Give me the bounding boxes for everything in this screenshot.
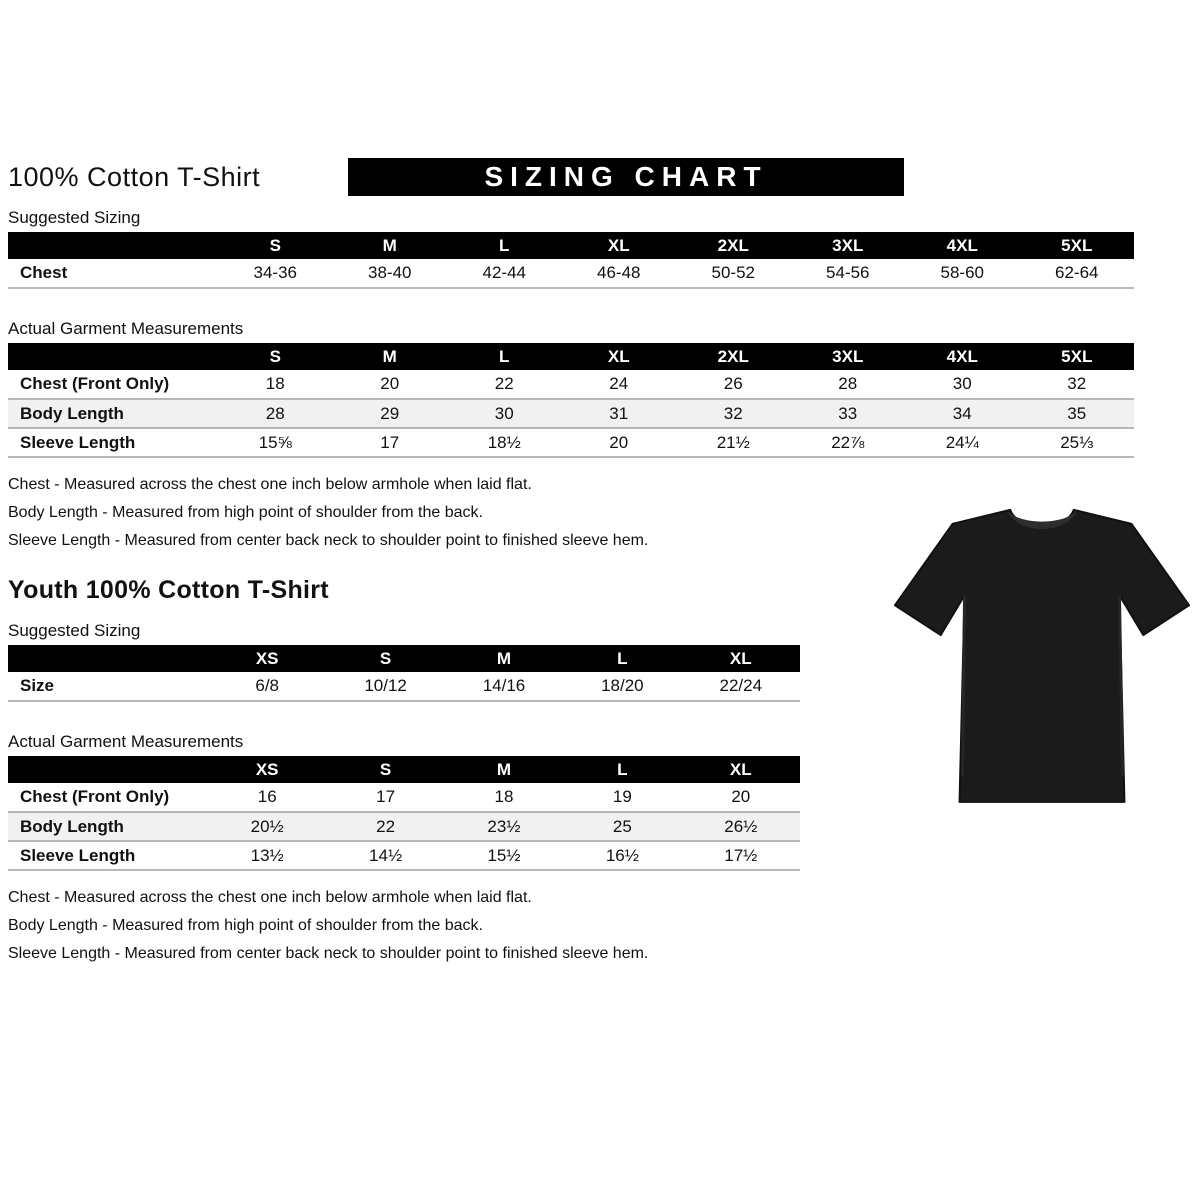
size-column-header: XL [682,756,800,783]
size-column-header: 4XL [905,232,1020,259]
size-column-header: S [326,756,444,783]
measurement-cell: 19 [612,787,632,806]
measurement-cell: 24 [609,374,629,393]
measurement-cell: 20½ [250,816,284,836]
measurement-cell: 15½ [487,845,521,865]
size-column-header: M [445,756,563,783]
measurement-cell: 20 [380,374,400,393]
youth-title: Youth 100% Cotton T-Shirt [8,576,329,604]
row-label: Size [20,676,55,695]
size-column-header: XL [562,343,677,370]
table-row [8,399,1134,428]
measurement-cell: 58-60 [940,263,984,282]
table-row [8,259,1134,288]
measurement-cell: 22⅞ [831,432,865,452]
measurement-cell: 25 [612,816,632,836]
table-corner [8,756,208,783]
measurement-cell: 22 [494,374,514,393]
size-column-header: 3XL [791,343,906,370]
measurement-cell: 18 [494,787,514,806]
measurement-cell: 35 [1067,403,1087,423]
measurement-cell: 18 [265,374,285,393]
size-column-header: 4XL [905,343,1020,370]
measurement-cell: 17½ [724,845,758,865]
measurement-cell: 20 [731,787,751,806]
measurement-cell: 34 [952,403,972,423]
size-column-header: XL [562,232,677,259]
tshirt-illustration [893,478,1191,810]
size-column-header: XS [208,645,326,672]
size-column-header: L [563,756,681,783]
size-column-header: 2XL [676,232,791,259]
measurement-cell: 26½ [724,816,758,836]
youth-suggested-sizing-table [8,645,800,702]
table-row [8,672,800,701]
youth-suggested-sizing-label: Suggested Sizing [8,621,141,640]
size-column-header: M [333,343,448,370]
measurement-cell: 38-40 [368,263,412,282]
table-corner [8,232,218,259]
adult-suggested-sizing-label: Suggested Sizing [8,208,141,227]
note-chest: Chest - Measured across the chest one inch below armhole when laid flat. [8,889,532,906]
sizing-chart-banner: SIZING CHART [348,158,904,196]
size-column-header: 5XL [1020,232,1135,259]
size-column-header: S [218,232,333,259]
size-column-header: 3XL [791,232,906,259]
adult-actual-measurements-table [8,343,1134,458]
table-row [8,841,800,870]
measurement-cell: 24¼ [945,432,979,452]
measurement-cell: 62-64 [1055,263,1099,282]
measurement-cell: 17 [380,432,400,452]
size-column-header: XS [208,756,326,783]
size-column-header: XL [682,645,800,672]
table-row [8,370,1134,399]
row-label: Chest [20,263,68,282]
size-column-header: 2XL [676,343,791,370]
row-label: Sleeve Length [20,845,136,865]
measurement-cell: 18½ [487,432,521,452]
measurement-cell: 23½ [487,816,521,836]
measurement-cell: 10/12 [364,676,407,695]
table-corner [8,343,218,370]
measurement-cell: 15⅝ [258,432,292,452]
header-row [8,158,1140,196]
measurement-cell: 46-48 [597,263,641,282]
adult-suggested-sizing-table [8,232,1134,289]
size-column-header: S [218,343,333,370]
table-row [8,428,1134,457]
measurement-cell: 14½ [369,845,403,865]
measurement-cell: 20 [609,432,629,452]
tshirt-product-image [893,478,1191,810]
measurement-cell: 33 [838,403,858,423]
measurement-cell: 31 [609,403,629,423]
measurement-cell: 18/20 [601,676,644,695]
youth-actual-measurements-label: Actual Garment Measurements [8,732,244,751]
measurement-cell: 16½ [605,845,639,865]
size-column-header: M [333,232,448,259]
row-label: Chest (Front Only) [20,374,170,393]
note-body-length: Body Length - Measured from high point of shoulder from the back. [8,504,483,521]
measurement-cell: 30 [952,374,972,393]
note-sleeve-length: Sleeve Length - Measured from center back neck to shoulder point to finished sleeve hem. [8,532,649,549]
measurement-cell: 29 [380,403,400,423]
note-body-length: Body Length - Measured from high point of shoulder from the back. [8,917,483,934]
table-row [8,783,800,812]
measurement-cell: 13½ [250,845,284,865]
youth-actual-measurements-table [8,756,800,871]
measurement-cell: 6/8 [255,676,280,695]
table-corner [8,645,208,672]
measurement-cell: 32 [1067,374,1087,393]
measurement-cell: 54-56 [826,263,870,282]
page-title: 100% Cotton T-Shirt [8,161,261,192]
measurement-cell: 21½ [716,432,750,452]
row-label: Sleeve Length [20,432,136,452]
measurement-cell: 22 [376,816,396,836]
measurement-cell: 34-36 [253,263,297,282]
measurement-cell: 42-44 [482,263,526,282]
row-label: Body Length [20,403,124,423]
note-sleeve-length: Sleeve Length - Measured from center back neck to shoulder point to finished sleeve hem. [8,945,649,962]
size-column-header: M [445,645,563,672]
size-column-header: L [563,645,681,672]
size-column-header: L [447,232,562,259]
measurement-cell: 32 [723,403,743,423]
table-row [8,812,800,841]
measurement-cell: 28 [838,374,858,393]
measurement-cell: 50-52 [711,263,755,282]
size-column-header: S [326,645,444,672]
measurement-cell: 30 [494,403,514,423]
row-label: Body Length [20,816,124,836]
note-chest: Chest - Measured across the chest one inch below armhole when laid flat. [8,476,532,493]
measurement-cell: 14/16 [482,676,526,695]
measurement-cell: 26 [723,374,743,393]
measurement-cell: 22/24 [719,676,763,695]
measurement-cell: 17 [376,787,396,806]
adult-actual-measurements-label: Actual Garment Measurements [8,319,244,338]
row-label: Chest (Front Only) [20,787,170,806]
size-column-header: L [447,343,562,370]
size-column-header: 5XL [1020,343,1135,370]
measurement-cell: 28 [265,403,285,423]
measurement-cell: 16 [257,787,277,806]
youth-notes [8,889,1140,963]
measurement-cell: 25⅓ [1060,432,1094,452]
